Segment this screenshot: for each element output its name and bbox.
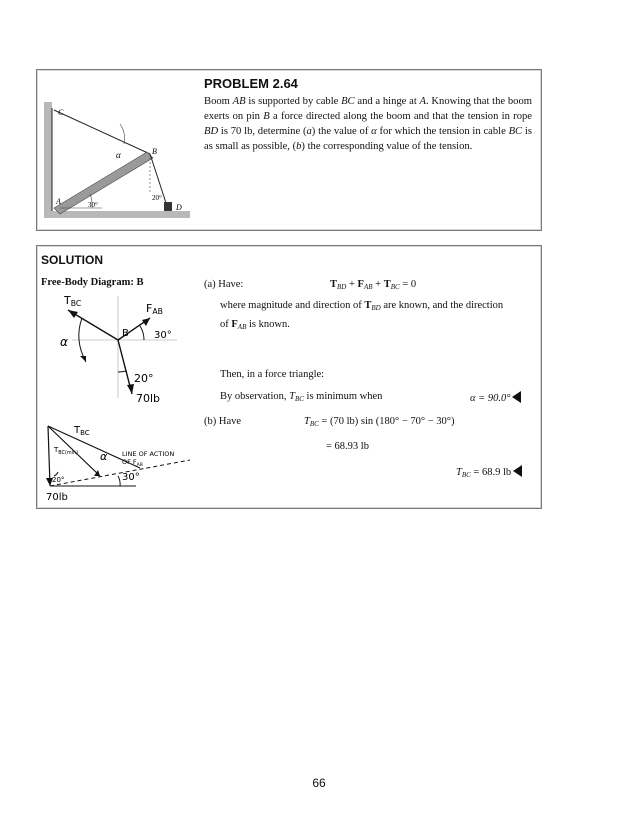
fbd-tbc-label: TBC [64,294,82,308]
problem-figure [40,96,195,224]
part-a-label: (a) Have: [204,279,244,290]
triangle-of-fab-label: OF $F_{AB}$ [122,458,143,468]
final-answer: $T_{BC} = 68.9$ lb [456,465,522,479]
observation-line: By observation, $T_{BC}$ is minimum when [220,391,383,403]
tbc-value: = 68.93 lb [326,441,369,452]
then-text: Then, in a force triangle: [220,369,325,380]
fig-label-c: C [58,108,64,117]
free-body-diagram [42,290,182,406]
answer-marker-icon [512,391,521,403]
tbc-equation-rhs: = (70 lb) sin (180° − 70° − 30°) [321,416,455,427]
where-line-2-pre: of [220,319,229,330]
where-line-1-pre: where magnitude and direction of [220,300,362,311]
floor [44,211,190,218]
triangle-tbc-label: $T_{BC}$ [74,425,90,437]
answer-marker-icon [513,465,522,477]
force-triangle [40,420,200,502]
triangle-weight-label: 70lb [46,492,68,502]
triangle-line-of-action-label: LINE OF ACTION [122,450,175,458]
boom-ab [54,152,153,214]
final-answer-value: = 68.9 lb [473,467,512,478]
problem-statement: Boom AB is supported by cable BC and a hinge at A. Knowing that the boom exerts on pin B a force directed along the boom and that the tension in rope BD is 70 lb, determine (a) the value of α for which the tension in cable BC is as small as possible, (b) the corresponding value of the tension. [204,96,532,152]
where-line-1-post: are known, and the direction [383,300,504,311]
solution-title: SOLUTION [41,253,103,267]
fbd-alpha-label: α [60,335,68,349]
triangle-30-label: 30° [122,472,140,483]
fbd-weight-label: 70lb [136,392,161,405]
observation-post: is minimum when [306,391,383,402]
fbd-fab-label: FAB [146,302,163,316]
observation-pre: By observation, [220,391,287,402]
fig-label-b: B [152,147,157,156]
alpha-answer [470,391,521,404]
fbd-label: Free-Body Diagram: B [41,277,144,288]
equilibrium-equation: $T_{BD} + F_{AB} + T_{BC} = 0$ [330,279,417,291]
problem-title: PROBLEM 2.64 [204,76,298,91]
part-b-label: (b) Have [204,416,242,427]
fbd-30-label: 30° [154,330,172,341]
triangle-20-label: 20° [52,476,65,484]
tbc-equation: $T_{BC} = (70$ lb) sin (180° − 70° − 30°) [304,416,455,428]
fig-label-alpha: α [116,150,121,160]
fig-label-30: 30° [88,201,98,209]
cable-bc [54,110,150,154]
fbd-20-label: 20° [134,372,154,385]
anchor-d [164,202,172,211]
where-line-2: of $F_{AB}$ is known. [220,319,290,331]
wall [44,102,52,218]
triangle-weight [48,426,50,486]
fig-label-20: 20° [152,194,162,202]
triangle-tbcmin-label: $T_{BC(min)}$ [54,446,79,456]
where-line-1: where magnitude and direction of $T_{BD}$ are known, and the direction [220,300,504,312]
alpha-answer-value: α = 90.0° [470,393,511,404]
triangle-alpha-label: α [100,450,108,463]
fig-label-d: D [176,203,182,212]
page-number: 66 [312,776,326,790]
where-line-2-post: is known. [248,319,290,330]
fig-label-a: A [56,197,61,206]
fbd-b-label: B [122,328,129,339]
